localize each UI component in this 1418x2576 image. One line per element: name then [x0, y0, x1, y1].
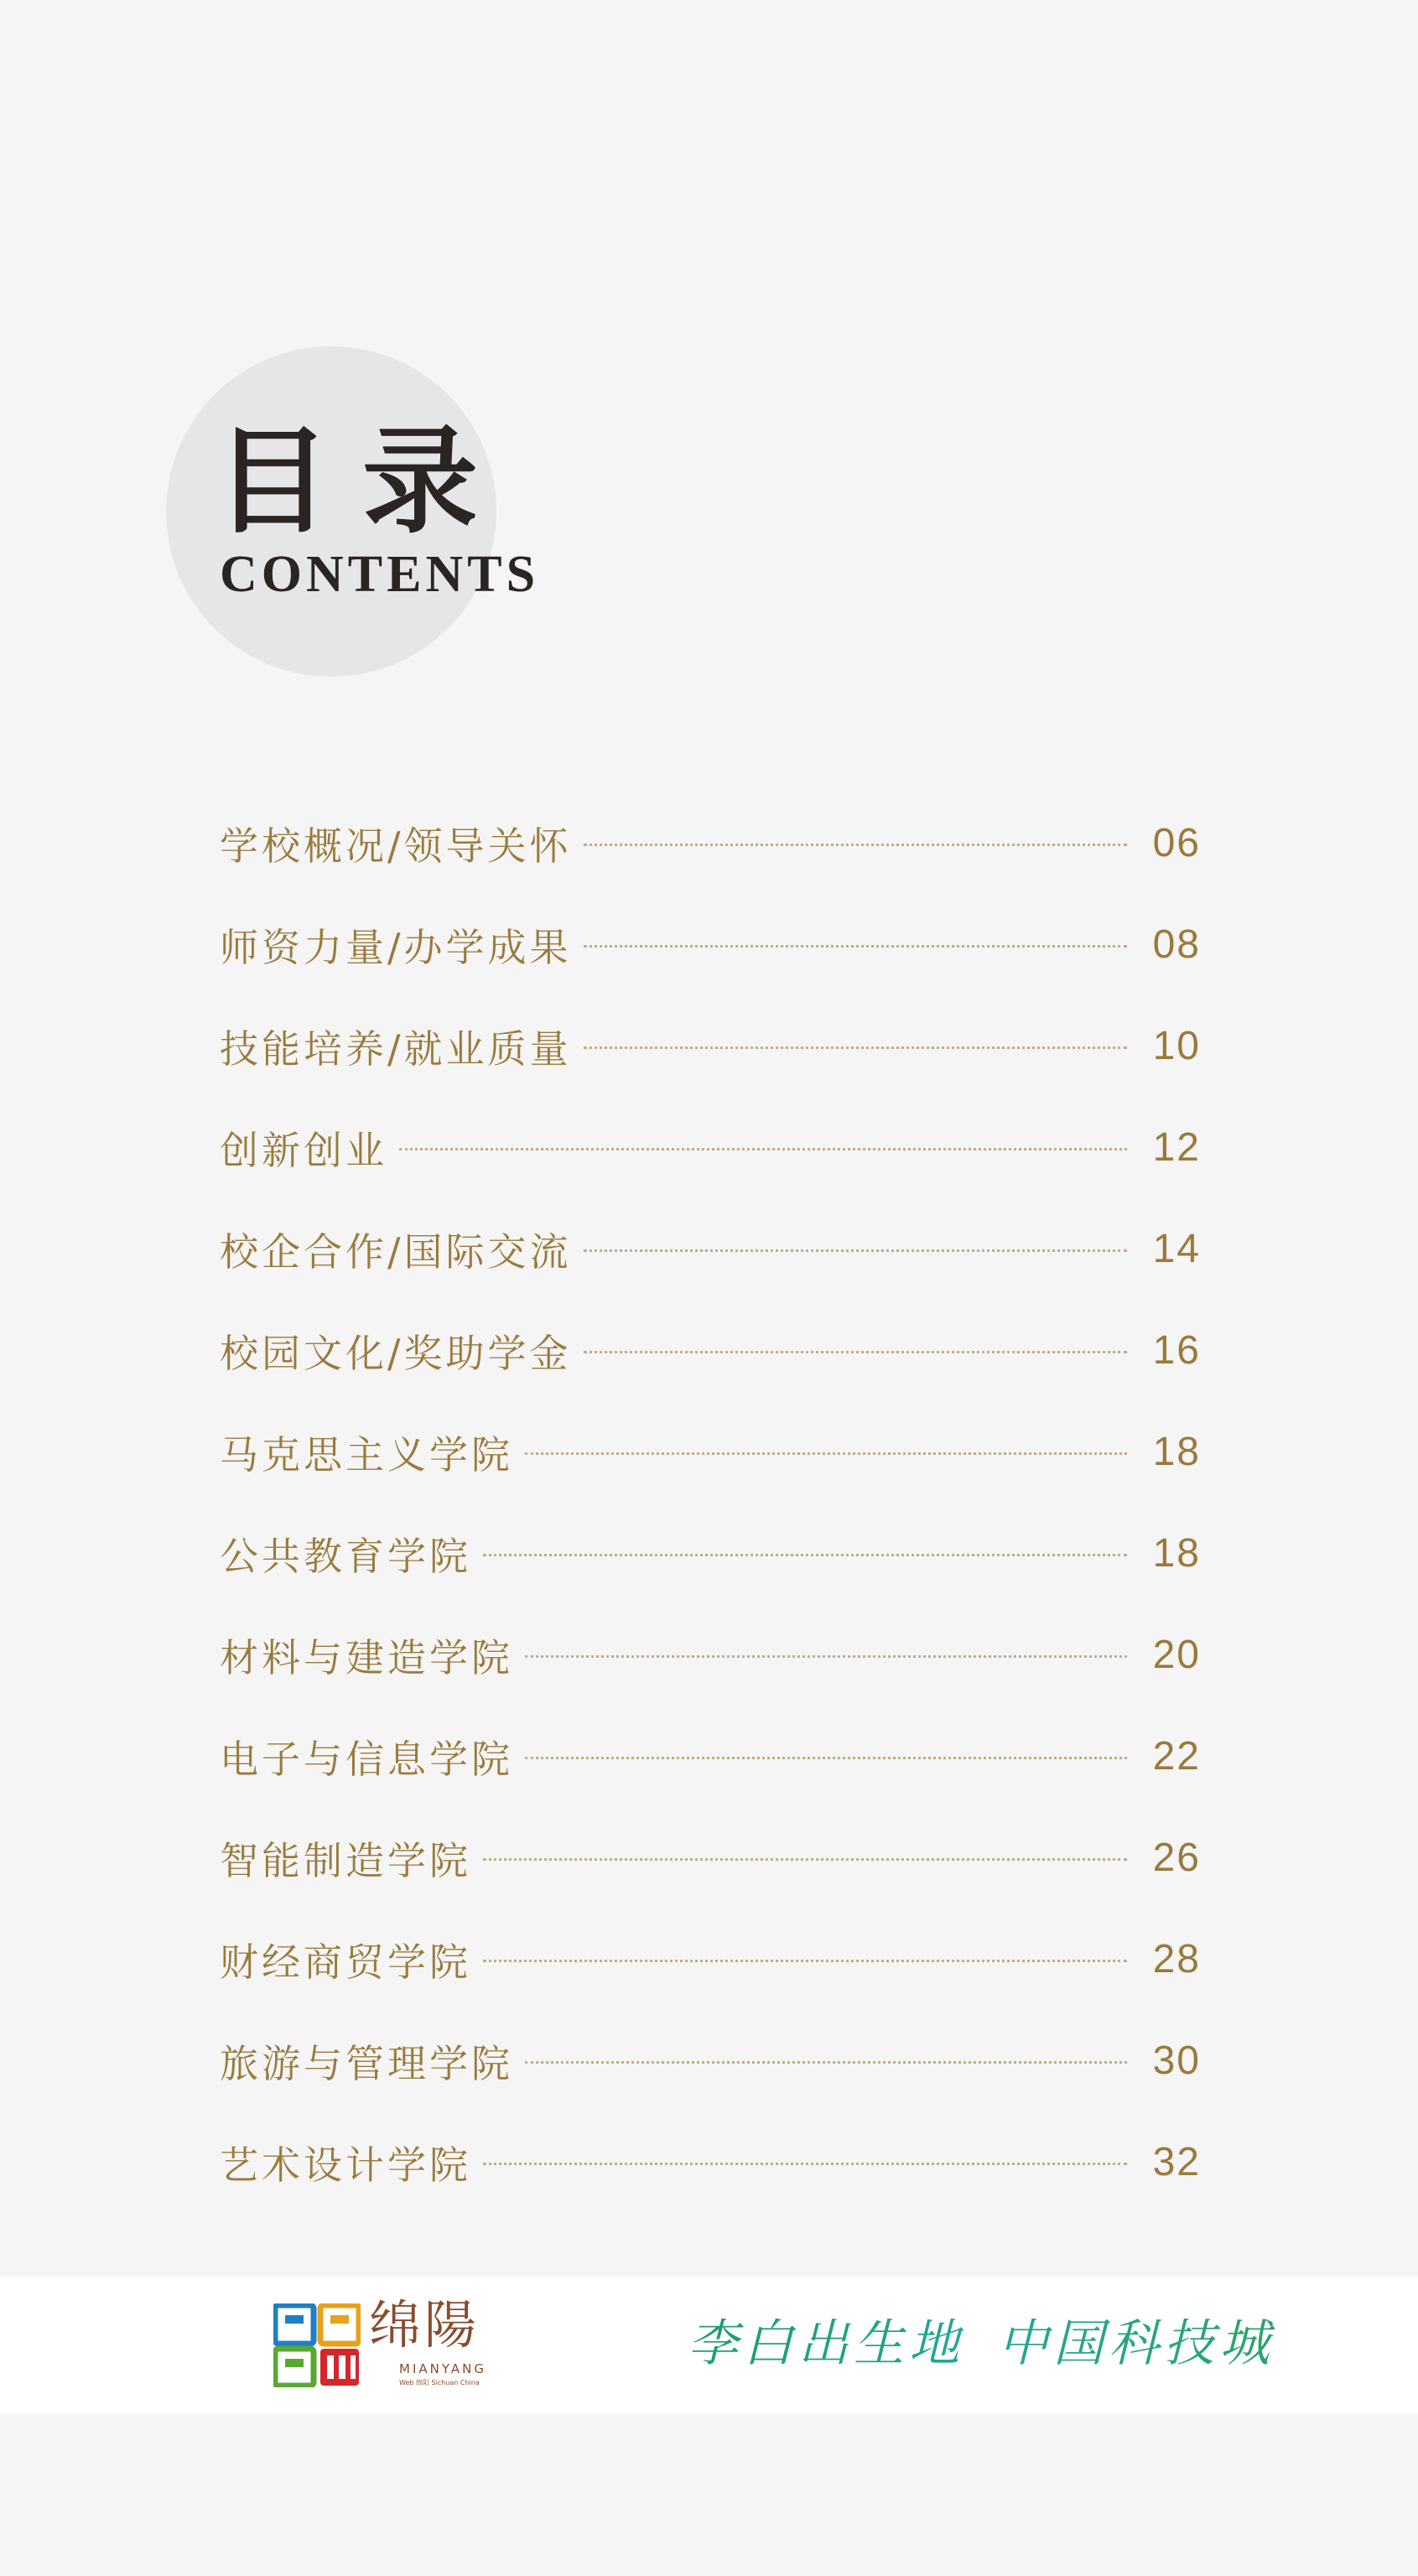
toc-dot-leader [584, 844, 1128, 846]
toc-item-label: 材料与建造学院 [220, 1634, 513, 1680]
toc-dot-leader [483, 2163, 1127, 2165]
toc-dot-leader [584, 1046, 1128, 1049]
toc-item[interactable] [220, 1706, 1201, 1807]
toc-dot-leader [584, 1249, 1128, 1252]
toc-item-label: 艺术设计学院 [220, 2142, 471, 2188]
table-of-contents [220, 792, 1201, 2213]
toc-item-page: 14 [1152, 1227, 1201, 1271]
toc-item-page: 12 [1152, 1125, 1201, 1170]
toc-item-label: 智能制造学院 [220, 1837, 471, 1883]
toc-dot-leader [584, 1351, 1128, 1353]
logo-tagline: Web 绵阳 Sichuan China [399, 2379, 480, 2386]
mianyang-logo-icon [273, 2303, 361, 2387]
toc-item[interactable] [220, 1604, 1201, 1706]
slogan-part-2: 中国科技城 [998, 2314, 1275, 2373]
toc-item-page: 26 [1152, 1836, 1201, 1880]
toc-dot-leader [483, 1858, 1127, 1861]
toc-dot-leader [525, 1655, 1127, 1658]
logo-name: 绵陽 [369, 2294, 480, 2355]
toc-dot-leader [525, 2061, 1127, 2064]
toc-item-label: 电子与信息学院 [220, 1736, 513, 1782]
toc-item-label: 财经商贸学院 [220, 1939, 471, 1985]
toc-item[interactable] [220, 2010, 1201, 2111]
slogan-part-1: 李白出生地 [688, 2314, 964, 2373]
logo-pinyin: MIANYANG [399, 2361, 486, 2376]
toc-item-page: 20 [1152, 1633, 1201, 1677]
toc-item[interactable] [220, 1909, 1201, 2010]
toc-item-page: 30 [1152, 2038, 1201, 2083]
toc-item-label: 师资力量/办学成果 [220, 924, 572, 970]
toc-item-page: 06 [1152, 821, 1201, 865]
city-slogan [688, 2310, 1275, 2377]
toc-item-page: 32 [1152, 2140, 1201, 2184]
toc-item-page: 28 [1152, 1937, 1201, 1981]
toc-item[interactable] [220, 2111, 1201, 2213]
toc-dot-leader [525, 1452, 1127, 1455]
toc-item-label: 校企合作/国际交流 [220, 1228, 572, 1275]
toc-item-label: 校园文化/奖助学金 [220, 1330, 572, 1376]
page-title: 目录 [215, 414, 511, 549]
toc-item[interactable] [220, 1300, 1201, 1401]
toc-item[interactable] [220, 995, 1201, 1097]
toc-item[interactable] [220, 792, 1201, 894]
toc-item-page: 22 [1152, 1734, 1201, 1779]
toc-item[interactable] [220, 1198, 1201, 1300]
toc-item-page: 16 [1152, 1328, 1201, 1373]
toc-item[interactable] [220, 1503, 1201, 1604]
toc-dot-leader [483, 1554, 1127, 1556]
toc-dot-leader [584, 945, 1128, 948]
toc-item-page: 08 [1152, 922, 1201, 967]
toc-item-label: 公共教育学院 [220, 1533, 471, 1579]
toc-dot-leader [525, 1757, 1127, 1759]
toc-item[interactable] [220, 894, 1201, 995]
toc-item[interactable] [220, 1807, 1201, 1909]
toc-item[interactable] [220, 1097, 1201, 1198]
toc-item-label: 学校概况/领导关怀 [220, 823, 572, 869]
toc-item-label: 技能培养/就业质量 [220, 1026, 572, 1072]
toc-item[interactable] [220, 1401, 1201, 1503]
toc-item-page: 10 [1152, 1024, 1201, 1068]
toc-item-page: 18 [1152, 1531, 1201, 1576]
page-subtitle: CONTENTS [220, 546, 540, 603]
toc-item-label: 马克思主义学院 [220, 1431, 513, 1478]
toc-item-label: 旅游与管理学院 [220, 2040, 513, 2086]
toc-item-page: 18 [1152, 1430, 1201, 1474]
toc-dot-leader [399, 1148, 1127, 1150]
toc-item-label: 创新创业 [220, 1127, 387, 1173]
toc-dot-leader [483, 1960, 1127, 1962]
